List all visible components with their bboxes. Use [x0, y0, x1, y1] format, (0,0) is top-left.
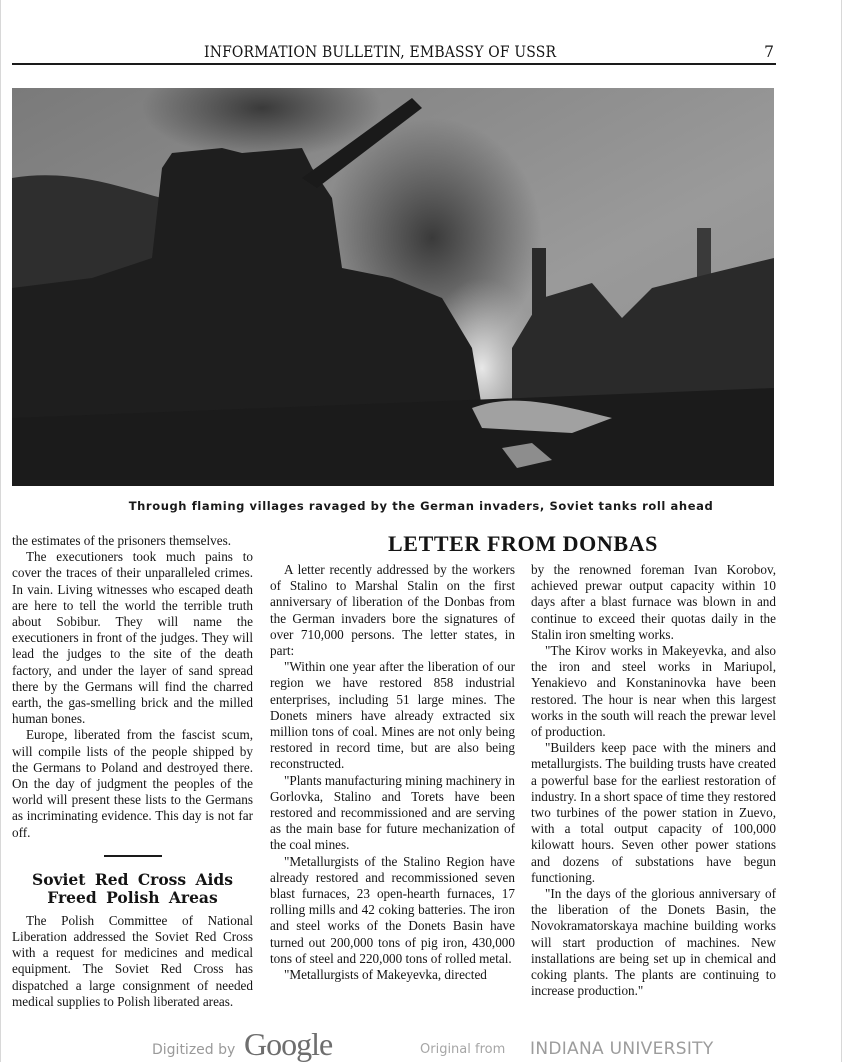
tank-photo-illustration	[12, 88, 774, 486]
column-3	[531, 562, 776, 999]
original-from-watermark: Original from	[420, 1042, 506, 1057]
paragraph: "Metallurgists of Makeyevka, directed	[284, 967, 487, 983]
paragraph: A letter recently addressed by the workers of Stalino to Marshal Stalin on the first anniversary of liberation of the Donbas from the German invaders bore the signatures of over 710,000 persons. The letter states, in part:	[270, 562, 515, 659]
digitized-by-watermark: Digitized by	[152, 1042, 236, 1058]
paragraph: "Metallurgists of the Stalino Region have already restored and recommissioned seven blast furnaces, 23 open-hearth furnaces, 17 rolling mills and 42 coking batteries. The iron and steel works of the Donets Basin have turned out 200,000 tons of pig iron, 430,000 tons of steel and 220,000 tons of rolled metal.	[270, 853, 515, 966]
column-2	[270, 562, 515, 983]
photo-caption: Through flaming villages ravaged by the German invaders, Soviet tanks roll ahead	[128, 499, 714, 513]
running-header	[12, 43, 776, 65]
column-1	[12, 533, 253, 1010]
article-title: LETTER FROM DONBAS	[388, 531, 658, 556]
paragraph: "Builders keep pace with the miners and metallurgists. The building trusts have created a powerful base for the earliest restoration of industry. In a short space of time they restored two turbines of the power station in Zuevo, with a total output capacity of 100,000 kilowatt hours. Seven other power stations and dozens of substations have begun functioning.	[531, 740, 776, 885]
paragraph: the estimates of the prisoners themselves.	[12, 533, 232, 548]
paragraph: The executioners took much pains to cover the traces of their unparalleled crimes. In vain. Living witnesses who escaped death are here to tell the world the terrible truth about Sobibur. They will name the executioners in front of the judges. They will lead the judges to the site of the death factory, and under the layer of sand spread there by the Germans will find the charred earth, the gas-smelling brick and the milled human bones.	[12, 549, 253, 727]
tank-photo	[12, 88, 774, 486]
red-cross-body: The Polish Committee of National Liberation addressed the Soviet Red Cross with a request for medicines and medical equipment. The Soviet Red Cross has dispatched a large consignment of needed medical supplies to Polish liberated areas.	[12, 912, 253, 1009]
paragraph: Europe, liberated from the fascist scum, will compile lists of the people shipped by the Germans to Poland and destroyed there. On the day of judgment the peoples of the world will present these lists to the Germans as incriminating evidence. This day is not far off.	[12, 727, 253, 840]
section-divider	[104, 855, 162, 857]
university-watermark: INDIANA UNIVERSITY	[530, 1039, 714, 1059]
red-cross-headline: Soviet Red Cross Aids Freed Polish Areas	[32, 869, 233, 907]
digitization-footer	[0, 1026, 842, 1062]
paragraph: "In the days of the glorious anniversary of the liberation of the Donets Basin, the Novokramatorskaya machine building works will start production of machines. New installations are being set up in chemical and coking plants. The plants are continuing to increase production."	[531, 886, 776, 999]
publication-title: INFORMATION BULLETIN, EMBASSY OF USSR	[204, 43, 557, 61]
paragraph: "Plants manufacturing mining machinery in Gorlovka, Stalino and Torets have been restored and recommissioned and are serving as the main base for future mechanization of the coal mines.	[270, 772, 515, 853]
google-logo: Google	[244, 1026, 333, 1062]
paragraph: "The Kirov works in Makeyevka, and also the iron and steel works in Mariupol, Yenakievo and Konstaninovka have been restored. The hour is near when this largest works in the south will reach the prewar level of production.	[531, 643, 776, 740]
page-number: 7	[764, 43, 774, 61]
paragraph: by the renowned foreman Ivan Korobov, achieved prewar output capacity within 10 days after a blast furnace was blown in and continue to exceed their quotas daily in the Stalin iron smelting works.	[531, 562, 776, 642]
page-edge-left	[0, 0, 1, 1062]
paragraph: "Within one year after the liberation of our region we have restored 858 industrial enterprises, including 51 large mines. The Donets miners have already extracted six million tons of coal. Mines are not only being restored in record time, but are also being reconstructed.	[270, 659, 515, 772]
